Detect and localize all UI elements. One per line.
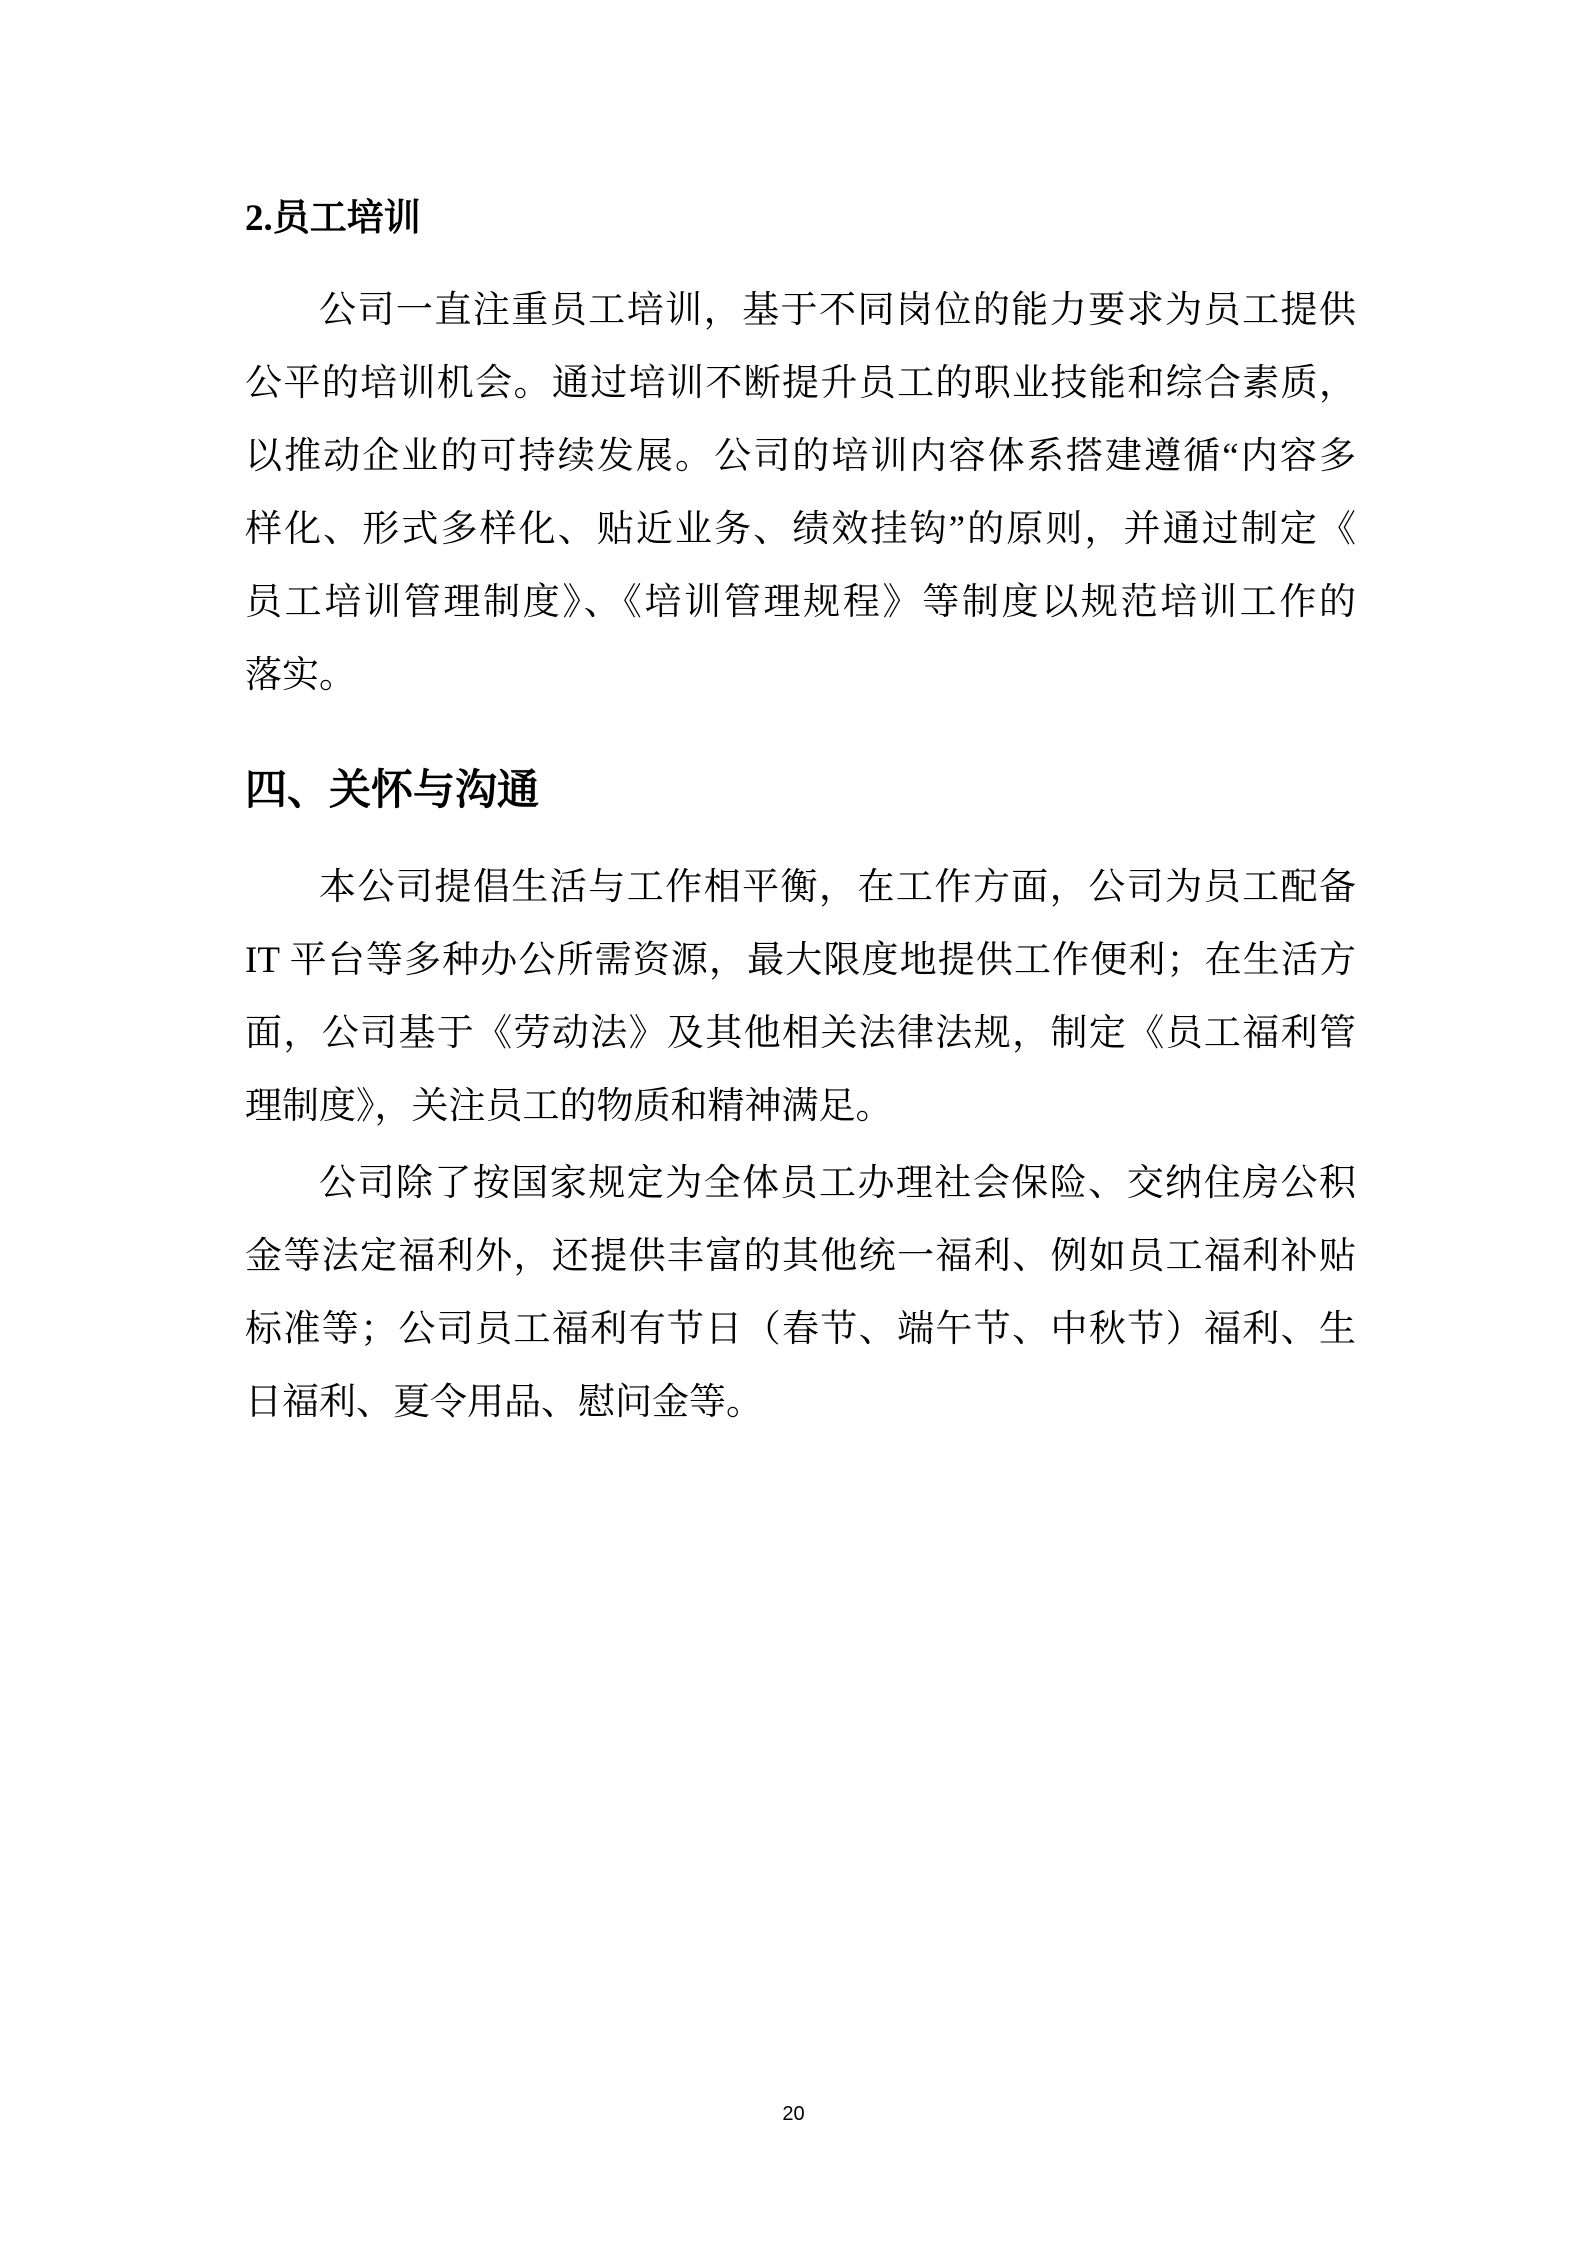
paragraph-line: 面，公司基于《劳动法》及其他相关法律法规，制定《员工福利管 bbox=[245, 1013, 1356, 1054]
paragraph-line: 以推动企业的可持续发展。公司的培训内容体系搭建遵循“内容多 bbox=[245, 436, 1356, 477]
care-paragraph-2 bbox=[245, 1147, 1356, 1439]
paragraph-line: 样化、形式多样化、贴近业务、绩效挂钩”的原则，并通过制定《 bbox=[245, 509, 1356, 550]
paragraph-line: 落实。 bbox=[245, 655, 356, 696]
training-subheading: 2.员工培训 bbox=[245, 198, 421, 239]
paragraph-line: 日福利、夏令用品、慰问金等。 bbox=[245, 1382, 763, 1423]
paragraph-line: 公司一直注重员工培训，基于不同岗位的能力要求为员工提供 bbox=[319, 290, 1356, 331]
paragraph-line: 公司除了按国家规定为全体员工办理社会保险、交纳住房公积 bbox=[319, 1163, 1356, 1204]
training-paragraph bbox=[245, 274, 1356, 712]
paragraph-line: 员工培训管理制度》、《培训管理规程》等制度以规范培训工作的 bbox=[245, 582, 1356, 623]
care-section-title: 四、关怀与沟通 bbox=[245, 768, 540, 814]
page-number: 20 bbox=[782, 2103, 805, 2125]
paragraph-line: IT 平台等多种办公所需资源，最大限度地提供工作便利；在生活方 bbox=[245, 940, 1356, 981]
paragraph-line: 公平的培训机会。通过培训不断提升员工的职业技能和综合素质， bbox=[245, 363, 1356, 404]
care-paragraph-1 bbox=[245, 851, 1356, 1143]
paragraph-line: 标准等；公司员工福利有节日（春节、端午节、中秋节）福利、生 bbox=[245, 1309, 1356, 1350]
paragraph-line: 本公司提倡生活与工作相平衡，在工作方面，公司为员工配备 bbox=[319, 867, 1356, 908]
paragraph-line: 金等法定福利外，还提供丰富的其他统一福利、例如员工福利补贴 bbox=[245, 1236, 1356, 1277]
paragraph-line: 理制度》，关注员工的物质和精神满足。 bbox=[245, 1086, 893, 1127]
